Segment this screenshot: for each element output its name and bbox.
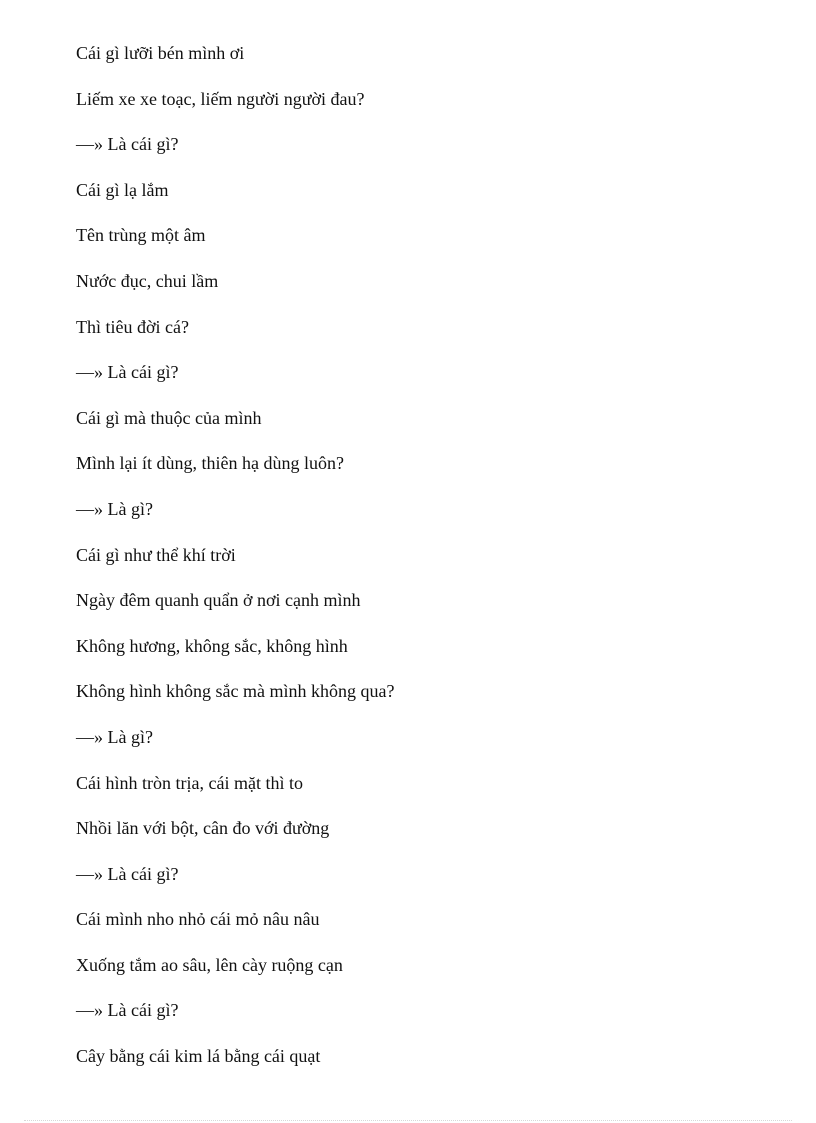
text-line: Nước đục, chui lầm	[76, 270, 219, 291]
riddle-text-block	[76, 40, 394, 1089]
text-line: Cây bằng cái kim lá bằng cái quạt	[76, 1046, 321, 1067]
text-line: Không hình không sắc mà mình không qua?	[76, 681, 395, 702]
text-line: Cái gì mà thuộc của mình	[76, 407, 262, 428]
text-line: Cái gì như thể khí trời	[76, 544, 236, 565]
text-line: Cái hình tròn trịa, cái mặt thì to	[76, 772, 303, 793]
answer-prompt-line: —» Là cái gì?	[76, 863, 179, 884]
text-line: Không hương, không sắc, không hình	[76, 635, 348, 656]
text-line: Cái mình nho nhỏ cái mỏ nâu nâu	[76, 909, 320, 930]
text-line: Thì tiêu đời cá?	[76, 316, 189, 337]
text-line: Xuống tắm ao sâu, lên cày ruộng cạn	[76, 954, 343, 975]
text-line: Cái gì lưỡi bén mình ơi	[76, 43, 245, 63]
text-line: Nhồi lăn với bột, cân đo với đường	[76, 818, 330, 839]
text-line: Liếm xe xe toạc, liếm người người đau?	[76, 88, 365, 109]
text-line: Mình lại ít dùng, thiên hạ dùng luôn?	[76, 453, 344, 474]
answer-prompt-line: —» Là cái gì?	[76, 362, 179, 383]
answer-prompt-line: —» Là gì?	[76, 726, 153, 747]
text-line: Tên trùng một âm	[76, 225, 206, 246]
page-edge-divider	[24, 1120, 792, 1121]
answer-prompt-line: —» Là cái gì?	[76, 134, 179, 155]
text-line: Ngày đêm quanh quẩn ở nơi cạnh mình	[76, 590, 361, 611]
text-line: Cái gì lạ lắm	[76, 179, 169, 200]
answer-prompt-line: —» Là gì?	[76, 498, 153, 519]
answer-prompt-line: —» Là cái gì?	[76, 1000, 179, 1021]
